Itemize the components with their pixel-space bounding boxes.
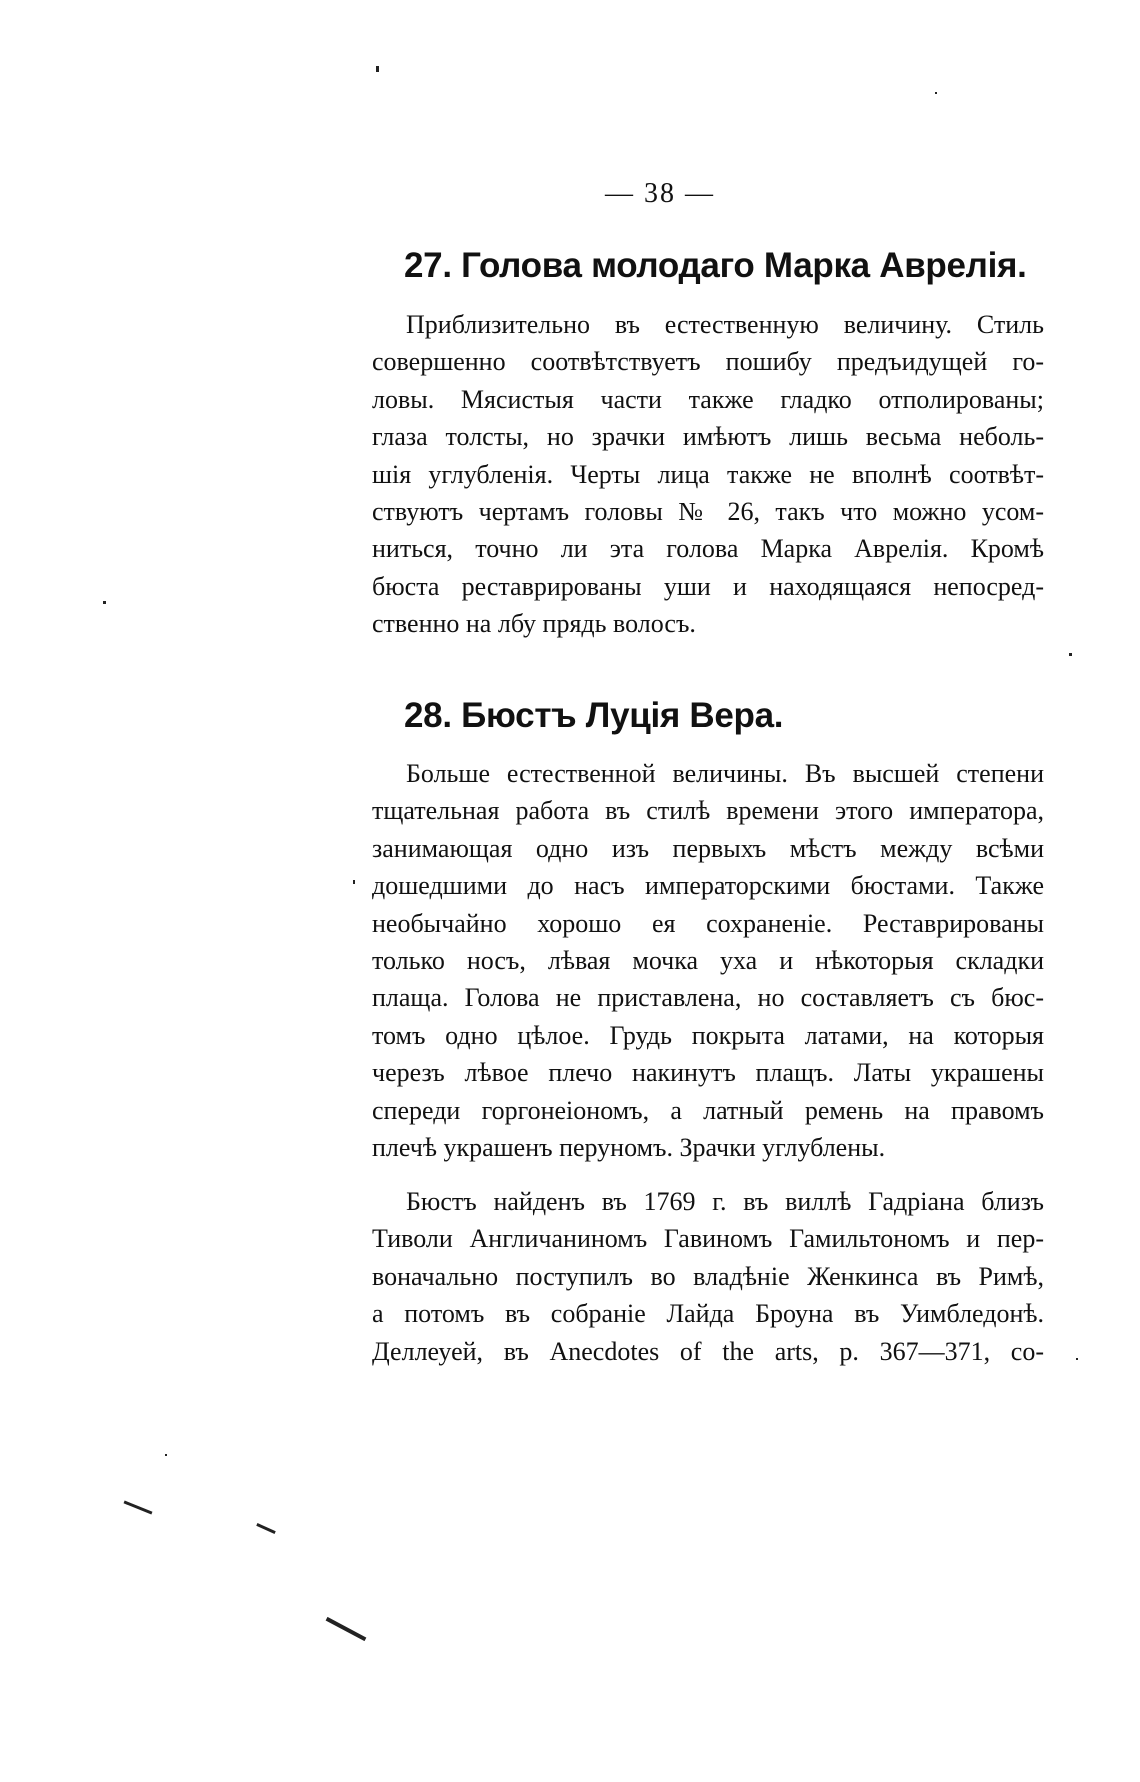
text-line: Больше естественной величины. Въ высшей степени [406, 759, 1044, 788]
text-line: ственно на лбу прядь волосъ. [372, 609, 696, 639]
section-27-paragraph [372, 306, 1044, 643]
text-line: черезъ лѣвое плечо накинутъ плащъ. Латы украшены [372, 1058, 1044, 1088]
text-line: спереди горгонеіономъ, а латный ремень на правомъ [372, 1095, 1044, 1125]
text-line: Деллеуей, въ Anecdotes of the arts, p. 367—371, со- [372, 1336, 1044, 1366]
text-line: шія углубленія. Черты лица также не вполнѣ соотвѣт- [372, 459, 1044, 489]
text-line: тщательная работа въ стилѣ времени этого императора, [372, 796, 1044, 826]
scan-speck [353, 880, 355, 884]
section-heading-28: 28. Бюстъ Луція Вера. [404, 696, 784, 735]
text-line: совершенно соотвѣтствуетъ пошибу предъидущей го- [372, 347, 1044, 377]
text-line: только носъ, лѣвая мочка уха и нѣкоторыя складки [372, 945, 1044, 975]
text-line: Бюстъ найденъ въ 1769 г. въ виллѣ Гадріана близъ [406, 1187, 1044, 1216]
text-line: глаза толсты, но зрачки имѣютъ лишь весьма неболь- [372, 422, 1044, 452]
scan-speck [165, 1454, 167, 1456]
scan-speck [376, 66, 379, 72]
text-line: бюста реставрированы уши и находящаяся непосред- [372, 571, 1044, 601]
scan-speck [1069, 653, 1072, 656]
section-28-paragraph-2 [372, 1183, 1044, 1370]
text-line: ловы. Мясистыя части также гладко отполированы; [372, 384, 1044, 414]
scan-speck [256, 1523, 275, 1534]
text-line: Приблизительно въ естественную величину. Стиль [406, 310, 1044, 339]
text-line: а потомъ въ собраніе Лайда Броуна въ Уимбледонѣ. [372, 1299, 1044, 1329]
scan-speck [124, 1500, 153, 1514]
scan-speck [103, 601, 106, 604]
text-line: ствуютъ чертамъ головы № 26, такъ что можно усом- [372, 496, 1044, 526]
text-line: воначально поступилъ во владѣніе Женкинса въ Римѣ, [372, 1261, 1044, 1291]
text-line: дошедшими до насъ императорскими бюстами. Также [372, 871, 1044, 901]
text-line: плаща. Голова не приставлена, но составляетъ съ бюс- [372, 983, 1044, 1013]
text-line: плечѣ украшенъ перуномъ. Зрачки углублены. [372, 1132, 886, 1162]
section-heading-27: 27. Голова молодаго Марка Аврелія. [404, 246, 1027, 285]
section-28-paragraph-1 [372, 755, 1044, 1166]
page-number: — 38 — [605, 178, 715, 209]
text-line: Тиволи Англичаниномъ Гавиномъ Гамильтономъ и пер- [372, 1224, 1044, 1254]
text-line: томъ одно цѣлое. Грудь покрыта латами, на которыя [372, 1020, 1044, 1050]
text-line: необычайно хорошо ея сохраненіе. Реставрированы [372, 908, 1044, 938]
text-line: ниться, точно ли эта голова Марка Аврелія. Кромѣ [372, 534, 1044, 564]
scan-speck [326, 1617, 367, 1641]
scan-speck [1076, 1358, 1078, 1360]
scan-speck [935, 92, 937, 94]
text-line: занимающая одно изъ первыхъ мѣстъ между всѣми [372, 833, 1044, 863]
